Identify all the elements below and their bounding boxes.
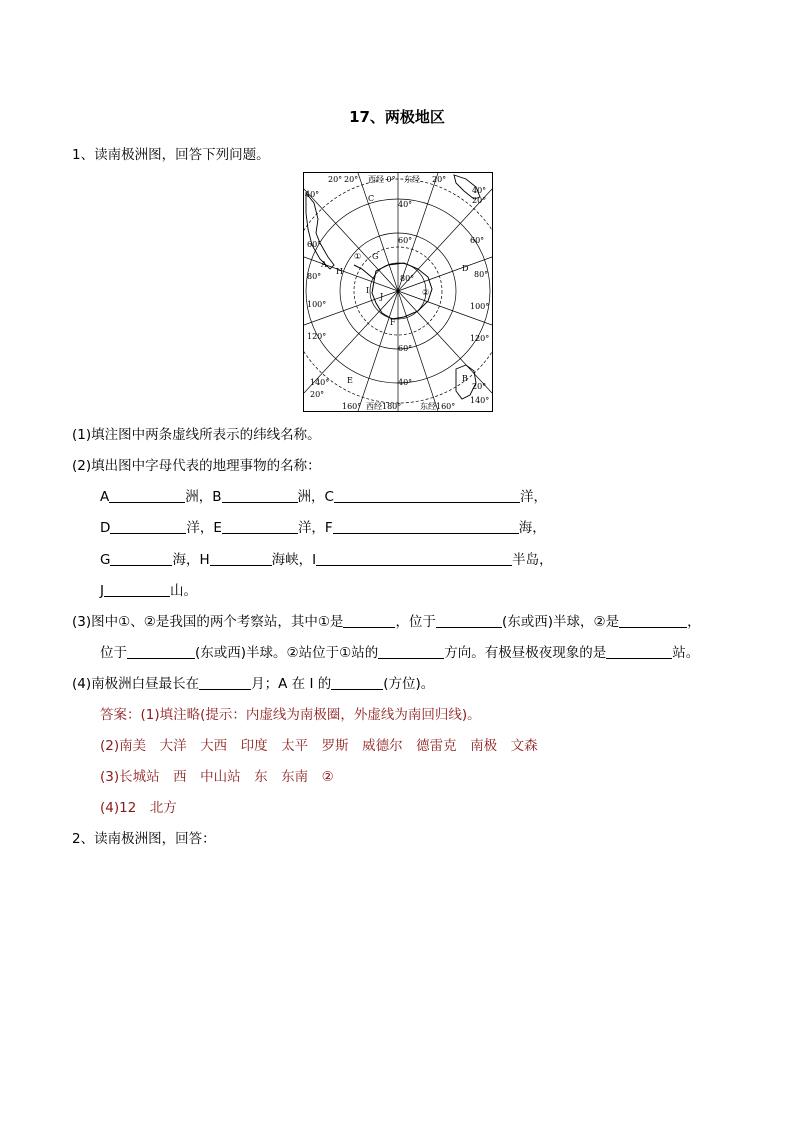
sub-question-4: [72, 675, 434, 693]
map-lat-label: 80°: [400, 274, 415, 283]
map-right-label: 140°: [470, 396, 490, 405]
map-top-label: 西经 0°: [368, 175, 396, 184]
map-letter-f: F: [390, 318, 396, 327]
blank-station-2[interactable]: [619, 613, 687, 628]
map-lat-label: 40°: [398, 378, 413, 387]
question-1-prompt: 1、读南极洲图，回答下列问题。: [72, 147, 270, 163]
map-letter-a: A: [321, 260, 327, 269]
sub-question-1: (1)填注图中两条虚线所表示的纬线名称。: [72, 427, 321, 443]
map-letter-j: J: [380, 292, 384, 301]
map-bottom-label: 西经180°: [366, 402, 402, 411]
map-left-label: 80°: [307, 272, 322, 281]
blank-c[interactable]: [334, 488, 520, 503]
map-right-label: 40°: [472, 186, 487, 195]
map-left-label: 40°: [305, 190, 320, 199]
sub3-text-f: (东或西)半球。②站位于①站的: [195, 645, 379, 661]
label-b: 洲，B: [185, 489, 222, 505]
sub3-text-a: (3)图中①、②是我国的两个考察站，其中①是: [72, 614, 344, 630]
map-letter-e: E: [347, 376, 353, 385]
label-f: 洋，F: [297, 520, 333, 536]
label-h: 海，H: [172, 552, 210, 568]
sub-question-3-line-2: [100, 644, 699, 662]
sub4-text-a: (4)南极洲白昼最长在: [72, 676, 200, 692]
sub4-text-b: 月；A 在 I 的: [251, 676, 332, 692]
sub2-row-1: [100, 488, 547, 506]
blank-a[interactable]: [109, 488, 185, 503]
map-top-label: 20°: [344, 175, 359, 184]
map-left-label: 140°: [310, 378, 330, 387]
sub3-text-g: 方向。有极昼极夜现象的是: [444, 645, 607, 661]
page-title: 17、两极地区: [349, 108, 445, 126]
antarctica-map-svg: [304, 173, 492, 411]
blank-j[interactable]: [104, 582, 170, 597]
map-bottom-label: 160°: [342, 402, 362, 411]
label-e: 洋，E: [186, 520, 222, 536]
map-top-label: 20°: [432, 175, 447, 184]
map-lat-label: 60°: [398, 344, 413, 353]
blank-f[interactable]: [333, 519, 519, 534]
antarctica-map: [303, 172, 493, 412]
map-right-label: 80°: [474, 270, 489, 279]
map-left-label: 120°: [307, 332, 327, 341]
sub-question-2-stem: (2)填出图中字母代表的地理事物的名称：: [72, 458, 321, 474]
map-station-2: ②: [422, 288, 430, 297]
blank-d[interactable]: [110, 519, 186, 534]
map-letter-d: D: [462, 264, 469, 273]
label-i-suffix: 半岛，: [512, 552, 553, 568]
label-c: 洲，C: [297, 489, 334, 505]
blank-station-1[interactable]: [343, 613, 395, 628]
map-letter-g: G: [372, 252, 379, 261]
map-left-label: 100°: [307, 300, 327, 309]
map-letter-h: H: [336, 267, 343, 276]
blank-e[interactable]: [222, 519, 298, 534]
blank-g[interactable]: [110, 551, 172, 566]
map-right-label: 20°: [472, 196, 487, 205]
map-top-label: 20°: [328, 175, 343, 184]
blank-i[interactable]: [316, 551, 512, 566]
map-lat-label: 40°: [398, 200, 413, 209]
map-right-label: 120°: [470, 334, 490, 343]
map-station-1: ①: [354, 252, 362, 261]
answer-line-1: 答案：(1)填注略(提示：内虚线为南极圈，外虚线为南回归线)。: [100, 707, 481, 723]
label-j-suffix: 山。: [169, 583, 197, 599]
label-c-suffix: 洋，: [519, 489, 547, 505]
label-i: 海峡，I: [271, 552, 317, 568]
question-2-prompt: 2、读南极洲图，回答：: [72, 831, 216, 847]
map-letter-b: B: [462, 374, 468, 383]
map-right-label: 60°: [470, 236, 485, 245]
blank-direction-ai[interactable]: [331, 675, 383, 690]
answer-line-4: (4)12 北方: [100, 800, 177, 816]
sub4-text-c: (方位)。: [383, 676, 435, 692]
sub3-text-c: (东或西)半球，②是: [501, 614, 620, 630]
blank-month[interactable]: [199, 675, 251, 690]
sub3-text-h: 站。: [672, 645, 700, 661]
map-letter-i: I: [366, 286, 370, 295]
sub-question-3-line-1: [72, 613, 701, 631]
label-f-suffix: 海，: [518, 520, 546, 536]
map-bottom-label: 东经160°: [420, 402, 456, 411]
answer-line-2: (2)南美 大洋 大西 印度 太平 罗斯 威德尔 德雷克 南极 文森: [100, 738, 538, 754]
map-lat-label: 60°: [398, 236, 413, 245]
map-left-label: 60°: [307, 240, 322, 249]
sub2-row-4: [100, 582, 197, 600]
map-left-label: 20°: [310, 390, 325, 399]
map-top-label: 东经: [404, 175, 420, 184]
sub3-text-e: 位于: [100, 645, 127, 661]
map-right-label: 100°: [470, 302, 490, 311]
blank-hemisphere-2[interactable]: [127, 644, 195, 659]
sub2-row-3: [100, 551, 553, 569]
label-j: J: [100, 583, 104, 599]
blank-polar-station[interactable]: [606, 644, 672, 659]
label-d: D: [100, 520, 111, 536]
sub3-text-d: ，: [687, 614, 701, 630]
label-g: G: [100, 552, 111, 568]
sub2-row-2: [100, 519, 546, 537]
sub3-text-b: ，位于: [395, 614, 436, 630]
map-letter-c: C: [368, 194, 375, 203]
blank-h[interactable]: [210, 551, 272, 566]
blank-hemisphere-1[interactable]: [436, 613, 502, 628]
answer-line-3: (3)长城站 西 中山站 东 东南 ②: [100, 769, 334, 785]
blank-b[interactable]: [222, 488, 298, 503]
label-a: A: [100, 489, 110, 505]
map-right-label: 20°: [472, 382, 487, 391]
blank-direction[interactable]: [378, 644, 444, 659]
